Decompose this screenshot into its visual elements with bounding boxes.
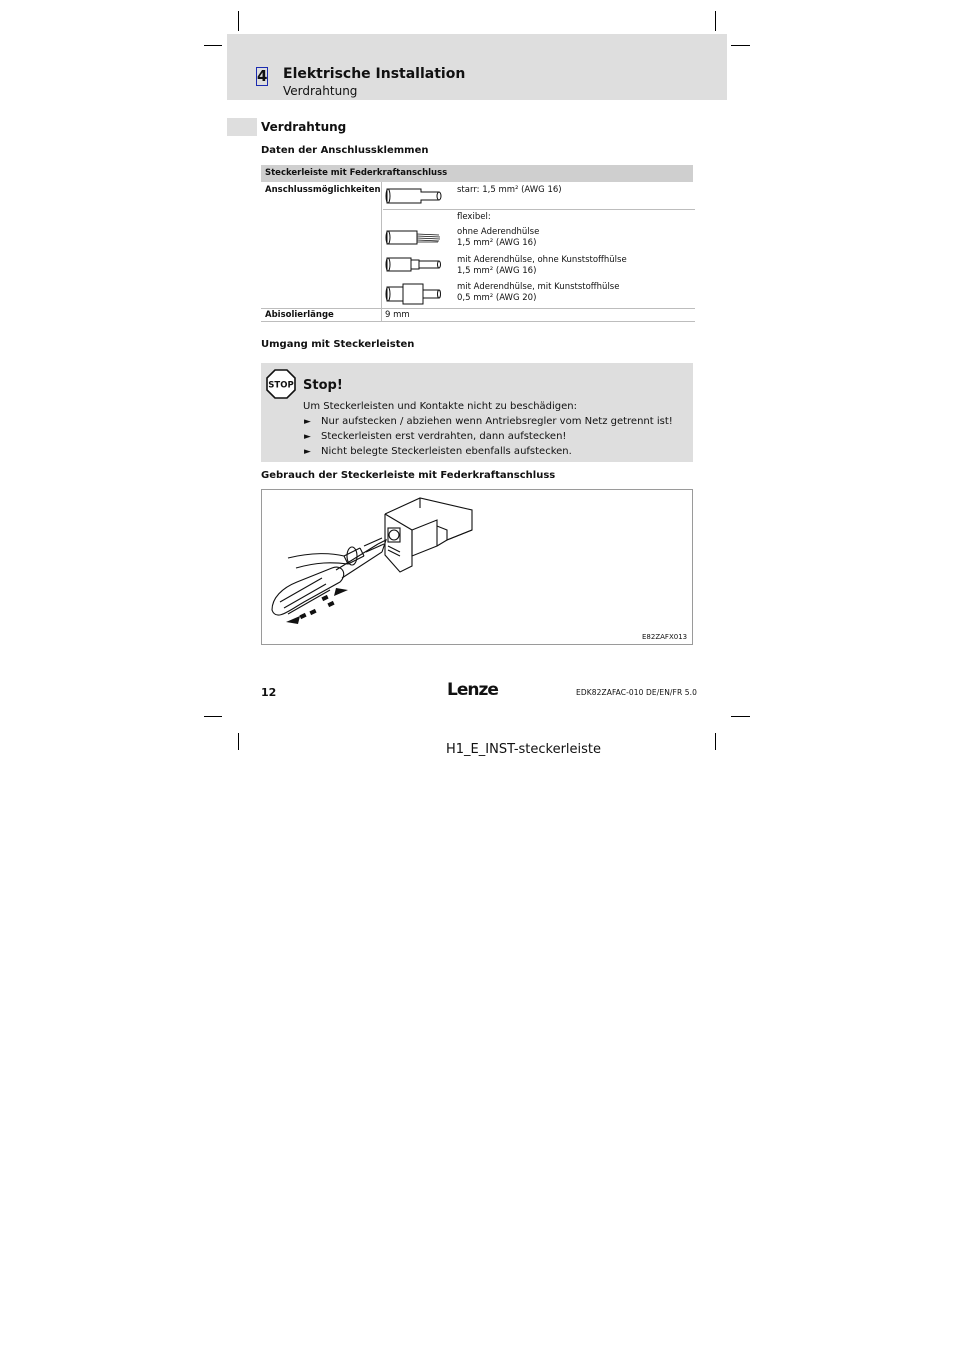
mit-mit-kunst-line2: 0,5 mm² (AWG 20) (457, 293, 537, 303)
bullet-icon: ► (304, 417, 311, 427)
mit-mit-kunst-line1: mit Aderendhülse, mit Kunststoffhülse (457, 282, 620, 292)
table-heading: Daten der Anschlussklemmen (261, 145, 429, 156)
insulated-ferrule-wire-icon (385, 282, 443, 306)
mit-ohne-kunst-line1: mit Aderendhülse, ohne Kunststoffhülse (457, 255, 627, 265)
svg-text:STOP: STOP (268, 380, 294, 391)
page-number: 12 (261, 686, 277, 699)
table-divider (381, 182, 382, 322)
chapter-subtitle: Verdrahtung (283, 84, 358, 98)
chapter-number: 4 (257, 67, 268, 85)
starr-text: starr: 1,5 mm² (AWG 16) (457, 185, 562, 195)
ferrule-wire-icon (385, 255, 443, 275)
section-title: Verdrahtung (261, 120, 347, 134)
bullet-icon: ► (304, 432, 311, 442)
ohne-aderend-line1: ohne Aderendhülse (457, 227, 540, 237)
crop-mark (238, 11, 239, 31)
stop-bullet-1: Nur aufstecken / abziehen wenn Antriebsregler vom Netz getrennt ist! (321, 416, 673, 427)
crop-mark (204, 716, 222, 717)
section-marker (227, 118, 257, 136)
row-label-anschluss: Anschlussmöglichkeiten (265, 185, 381, 195)
stop-sign-icon (266, 369, 296, 399)
gebrauch-title: Gebrauch der Steckerleiste mit Federkraftanschluss (261, 470, 556, 481)
table-divider (261, 308, 695, 309)
lenze-logo: Lenze (447, 680, 498, 700)
stop-bullet-2: Steckerleisten erst verdrahten, dann aufstecken! (321, 431, 567, 442)
stop-intro: Um Steckerleisten und Kontakte nicht zu beschädigen: (303, 401, 577, 412)
crop-mark (238, 733, 239, 750)
crop-mark (715, 11, 716, 31)
flexibel-text: flexibel: (457, 212, 491, 222)
stranded-wire-icon (385, 228, 443, 248)
chapter-title: Elektrische Installation (283, 66, 466, 82)
abisolier-value: 9 mm (385, 310, 410, 320)
table-divider (383, 209, 695, 210)
crop-mark (715, 733, 716, 750)
ohne-aderend-line2: 1,5 mm² (AWG 16) (457, 238, 537, 248)
mit-ohne-kunst-line2: 1,5 mm² (AWG 16) (457, 266, 537, 276)
crop-mark (204, 45, 222, 46)
screwdriver-terminal-illustration (262, 490, 692, 644)
crop-mark (731, 45, 750, 46)
rigid-wire-icon (385, 186, 443, 206)
stop-title: Stop! (303, 378, 343, 393)
figure-code: E82ZAFX013 (642, 633, 688, 641)
file-label: H1_E_INST-steckerleiste (446, 742, 602, 757)
crop-mark (731, 716, 750, 717)
table-header: Steckerleiste mit Federkraftanschluss (261, 165, 693, 182)
bullet-icon: ► (304, 447, 311, 457)
table-divider (261, 321, 695, 322)
umgang-title: Umgang mit Steckerleisten (261, 339, 415, 350)
document-id: EDK82ZAFAC-010 DE/EN/FR 5.0 (576, 688, 697, 697)
row-label-abisolier: Abisolierlänge (265, 310, 334, 320)
stop-bullet-3: Nicht belegte Steckerleisten ebenfalls aufstecken. (321, 446, 572, 457)
